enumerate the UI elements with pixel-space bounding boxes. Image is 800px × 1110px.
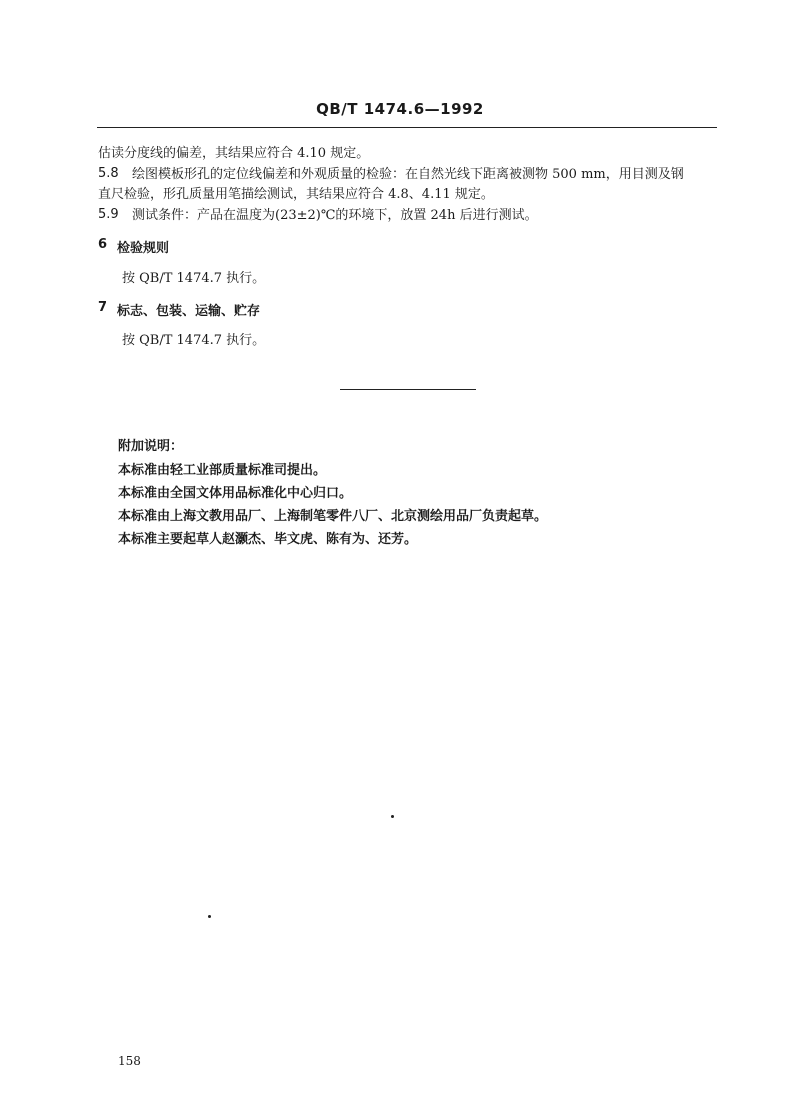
scan-speck (208, 915, 211, 918)
item-5-8-text-line1: 绘图模板形孔的定位线偏差和外观质量的检验：在自然光线下距离被测物 500 mm，用目测及钢 (132, 167, 684, 182)
section-6-text: 按 QB/T 1474.7 执行。 (122, 271, 266, 286)
notes-line-2: 本标准由全国文体用品标准化中心归口。 (118, 486, 353, 501)
scan-speck (391, 815, 394, 818)
section-6-number: 6 (98, 237, 108, 252)
notes-line-4: 本标准主要起草人赵灏杰、毕文虎、陈有为、还芳。 (118, 532, 418, 547)
notes-line-3: 本标准由上海文教用品厂、上海制笔零件八厂、北京测绘用品厂负责起草。 (118, 509, 548, 524)
section-7-number: 7 (98, 300, 108, 315)
page-number: 158 (118, 1054, 141, 1068)
item-5-9-number: 5.9 (98, 207, 119, 222)
end-divider (340, 389, 476, 390)
section-7-text: 按 QB/T 1474.7 执行。 (122, 333, 266, 348)
item-5-8-number: 5.8 (98, 166, 119, 181)
item-5-8-text-line2: 直尺检验，形孔质量用笔描绘测试，其结果应符合 4.8、4.11 规定。 (98, 187, 494, 202)
header-rule (97, 127, 717, 128)
section-7-title: 标志、包装、运输、贮存 (117, 304, 261, 319)
notes-title: 附加说明： (118, 439, 184, 454)
continuation-line: 估读分度线的偏差，其结果应符合 4.10 规定。 (98, 146, 370, 161)
standard-code-header: QB/T 1474.6—1992 (316, 100, 484, 118)
section-6-title: 检验规则 (117, 241, 170, 256)
notes-line-1: 本标准由轻工业部质量标准司提出。 (118, 463, 327, 478)
item-5-9-text: 测试条件：产品在温度为(23±2)℃的环境下，放置 24h 后进行测试。 (132, 208, 538, 223)
